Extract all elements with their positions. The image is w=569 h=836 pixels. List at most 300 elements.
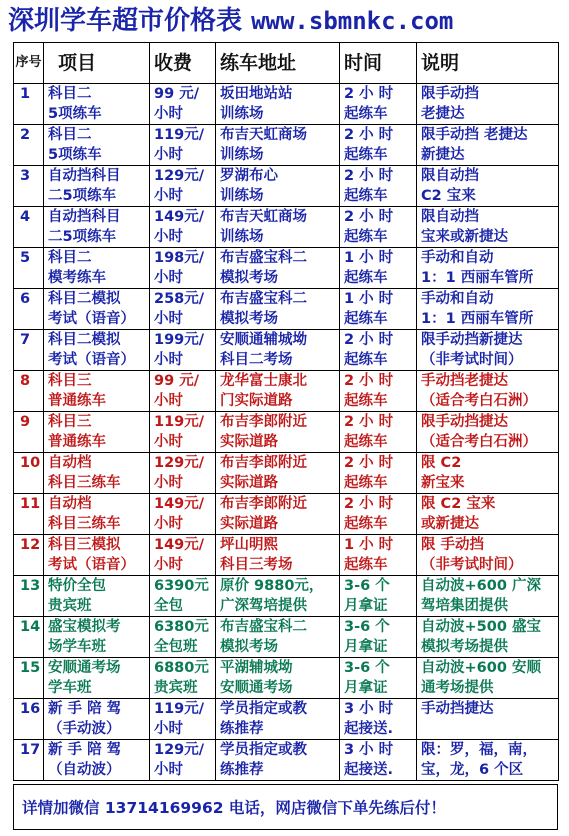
cell-item bbox=[44, 535, 150, 576]
cell-time-line: 起接送. bbox=[344, 762, 394, 778]
cell-place-line: 学员指定或教 bbox=[220, 701, 307, 717]
cell-place-line: 布吉天虹商场 bbox=[220, 127, 307, 143]
cell-place-line: 训练场 bbox=[220, 229, 264, 245]
cell-time bbox=[340, 289, 417, 330]
cell-note-line: 限自动挡 bbox=[421, 209, 479, 225]
cell-item bbox=[44, 371, 150, 412]
cell-place-line: 原价 9880元， bbox=[220, 578, 324, 594]
cell-note-line: 手动和自动 bbox=[421, 291, 494, 307]
table-row bbox=[14, 535, 559, 576]
cell-place-line: 模拟考场 bbox=[220, 270, 278, 286]
cell-note-line: 手动挡捷达 bbox=[421, 701, 494, 717]
cell-item bbox=[44, 289, 150, 330]
table-row bbox=[14, 125, 559, 166]
table-row bbox=[14, 371, 559, 412]
cell-time bbox=[340, 617, 417, 658]
cell-fee-line: 小时 bbox=[154, 393, 183, 409]
cell-note-line: 宝来或新捷达 bbox=[421, 229, 508, 245]
cell-time-line: 起练车 bbox=[344, 188, 388, 204]
table-row bbox=[14, 84, 559, 125]
cell-note-line bbox=[421, 719, 558, 739]
cell-time-line: 2 小 时 bbox=[344, 332, 394, 348]
table-row bbox=[14, 248, 559, 289]
cell-note bbox=[417, 371, 559, 412]
cell-item-line: 科目二 bbox=[48, 127, 92, 143]
cell-fee-line: 小时 bbox=[154, 188, 183, 204]
cell-note bbox=[417, 289, 559, 330]
row-number: 9 bbox=[14, 412, 44, 453]
cell-fee bbox=[150, 740, 216, 781]
page-title bbox=[8, 2, 563, 40]
cell-note-line: 或新捷达 bbox=[421, 516, 479, 532]
cell-time-line: 2 小 时 bbox=[344, 496, 394, 512]
row-number: 13 bbox=[14, 576, 44, 617]
cell-time-line: 3-6 个 bbox=[344, 660, 390, 676]
row-number: 4 bbox=[14, 207, 44, 248]
cell-place-line: 实际道路 bbox=[220, 434, 278, 450]
row-number: 14 bbox=[14, 617, 44, 658]
cell-item-line: 科目三练车 bbox=[48, 475, 121, 491]
cell-note-line: C2 宝来 bbox=[421, 188, 476, 204]
row-number: 12 bbox=[14, 535, 44, 576]
cell-item bbox=[44, 125, 150, 166]
cell-item-line: 考试（语音） bbox=[48, 557, 135, 573]
cell-note-line: 限手动挡捷达 bbox=[421, 414, 508, 430]
cell-place-line: 坪山明熙 bbox=[220, 537, 278, 553]
cell-time-line: 3 小 时 bbox=[344, 701, 394, 717]
cell-fee bbox=[150, 576, 216, 617]
row-number: 8 bbox=[14, 371, 44, 412]
cell-place-line: 训练场 bbox=[220, 147, 264, 163]
cell-place bbox=[216, 84, 340, 125]
cell-item bbox=[44, 248, 150, 289]
cell-place bbox=[216, 658, 340, 699]
cell-note-line: 手动挡老捷达 bbox=[421, 373, 508, 389]
cell-fee-line: 小时 bbox=[154, 762, 183, 778]
cell-item-line: 场学车班 bbox=[48, 639, 106, 655]
cell-time-line: 起练车 bbox=[344, 270, 388, 286]
cell-fee-line: 99 元/ bbox=[154, 373, 200, 389]
cell-time bbox=[340, 371, 417, 412]
cell-time-line: 起练车 bbox=[344, 311, 388, 327]
cell-place-line: 罗湖布心 bbox=[220, 168, 278, 184]
cell-time-line: 起练车 bbox=[344, 557, 388, 573]
cell-time-line: 2 小 时 bbox=[344, 168, 394, 184]
cell-time bbox=[340, 699, 417, 740]
row-number: 17 bbox=[14, 740, 44, 781]
row-number: 3 bbox=[14, 166, 44, 207]
cell-fee-line: 6880元 bbox=[154, 660, 209, 676]
cell-time-line: 1 小 时 bbox=[344, 537, 394, 553]
cell-note-line: 1：1 西丽车管所 bbox=[421, 311, 534, 327]
row-number: 5 bbox=[14, 248, 44, 289]
cell-item-line: 考试（语音） bbox=[48, 352, 135, 368]
cell-place bbox=[216, 494, 340, 535]
cell-place bbox=[216, 371, 340, 412]
cell-place bbox=[216, 289, 340, 330]
cell-note bbox=[417, 166, 559, 207]
cell-place-line: 广深驾培提供 bbox=[220, 598, 307, 614]
cell-time bbox=[340, 84, 417, 125]
cell-time-line: 月拿证 bbox=[344, 680, 388, 696]
cell-place-line: 布吉天虹商场 bbox=[220, 209, 307, 225]
cell-item-line: 5项练车 bbox=[48, 106, 102, 122]
cell-fee bbox=[150, 658, 216, 699]
cell-place-line: 训练场 bbox=[220, 106, 264, 122]
cell-note bbox=[417, 84, 559, 125]
cell-note bbox=[417, 207, 559, 248]
cell-note bbox=[417, 535, 559, 576]
row-number: 11 bbox=[14, 494, 44, 535]
cell-time bbox=[340, 740, 417, 781]
cell-item-line: （自动波） bbox=[48, 762, 121, 778]
table-row bbox=[14, 207, 559, 248]
cell-fee bbox=[150, 535, 216, 576]
header-no: 序号 bbox=[14, 43, 44, 84]
cell-place-line: 龙华富士康北 bbox=[220, 373, 307, 389]
cell-place bbox=[216, 740, 340, 781]
cell-fee-line: 198元/ bbox=[154, 250, 205, 266]
cell-time-line: 3 小 时 bbox=[344, 742, 394, 758]
row-number: 6 bbox=[14, 289, 44, 330]
cell-item-line: 科目三 bbox=[48, 373, 92, 389]
cell-time bbox=[340, 207, 417, 248]
cell-note-line: 新宝来 bbox=[421, 475, 465, 491]
cell-fee-line: 小时 bbox=[154, 270, 183, 286]
cell-note bbox=[417, 494, 559, 535]
cell-time-line: 起练车 bbox=[344, 516, 388, 532]
cell-fee-line: 149元/ bbox=[154, 209, 205, 225]
cell-place-line: 门实际道路 bbox=[220, 393, 293, 409]
cell-time-line: 1 小 时 bbox=[344, 250, 394, 266]
cell-note-line: 限 C2 bbox=[421, 455, 462, 471]
cell-time bbox=[340, 412, 417, 453]
cell-note-line: 限自动挡 bbox=[421, 168, 479, 184]
cell-note-line: 手动和自动 bbox=[421, 250, 494, 266]
row-number: 1 bbox=[14, 84, 44, 125]
cell-time bbox=[340, 453, 417, 494]
cell-time bbox=[340, 125, 417, 166]
cell-time-line: 2 小 时 bbox=[344, 86, 394, 102]
cell-time-line: 2 小 时 bbox=[344, 455, 394, 471]
cell-fee-line: 199元/ bbox=[154, 332, 205, 348]
cell-item-line: 普通练车 bbox=[48, 393, 106, 409]
header-place: 练车地址 bbox=[216, 43, 340, 84]
title-url[interactable]: www.sbmnkc.com bbox=[251, 7, 454, 35]
cell-note-line: （适合考白石洲） bbox=[421, 434, 537, 450]
cell-fee-line: 119元/ bbox=[154, 127, 205, 143]
cell-fee-line: 小时 bbox=[154, 434, 183, 450]
cell-fee-line: 119元/ bbox=[154, 701, 205, 717]
cell-fee-line: 小时 bbox=[154, 352, 183, 368]
cell-fee bbox=[150, 248, 216, 289]
row-number: 16 bbox=[14, 699, 44, 740]
cell-time-line: 起练车 bbox=[344, 434, 388, 450]
cell-fee-line: 小时 bbox=[154, 229, 183, 245]
cell-note-line: 限 手动挡 bbox=[421, 537, 485, 553]
cell-time-line: 起接送. bbox=[344, 721, 394, 737]
cell-fee-line: 全包班 bbox=[154, 639, 198, 655]
cell-note bbox=[417, 125, 559, 166]
cell-time bbox=[340, 535, 417, 576]
cell-item-line: 自动挡科目 bbox=[48, 168, 121, 184]
table-header-row bbox=[14, 43, 559, 84]
row-number: 7 bbox=[14, 330, 44, 371]
cell-time-line: 起练车 bbox=[344, 229, 388, 245]
cell-time-line: 起练车 bbox=[344, 352, 388, 368]
cell-place bbox=[216, 166, 340, 207]
cell-place-line: 实际道路 bbox=[220, 475, 278, 491]
cell-item-line: 科目二 bbox=[48, 250, 92, 266]
cell-note-line: 通考场提供 bbox=[421, 680, 494, 696]
table-row bbox=[14, 289, 559, 330]
cell-place-line: 布吉盛宝科二 bbox=[220, 619, 307, 635]
cell-item-line: 盛宝模拟考 bbox=[48, 619, 121, 635]
cell-item-line: （手动波） bbox=[48, 721, 121, 737]
cell-note-line: 1：1 西丽车管所 bbox=[421, 270, 534, 286]
cell-item bbox=[44, 740, 150, 781]
cell-note-line: 限：罗，福，南， bbox=[421, 742, 537, 758]
cell-item-line: 考试（语音） bbox=[48, 311, 135, 327]
table-row bbox=[14, 330, 559, 371]
cell-item bbox=[44, 617, 150, 658]
cell-fee-line: 99 元/ bbox=[154, 86, 200, 102]
cell-fee-line: 小时 bbox=[154, 475, 183, 491]
cell-place bbox=[216, 576, 340, 617]
cell-note bbox=[417, 617, 559, 658]
cell-note-line: 模拟考场提供 bbox=[421, 639, 508, 655]
cell-item-line: 科目三练车 bbox=[48, 516, 121, 532]
table-row bbox=[14, 576, 559, 617]
cell-fee bbox=[150, 617, 216, 658]
cell-item bbox=[44, 412, 150, 453]
cell-fee-line: 全包 bbox=[154, 598, 183, 614]
cell-fee-line: 6390元 bbox=[154, 578, 209, 594]
cell-item bbox=[44, 453, 150, 494]
cell-item bbox=[44, 84, 150, 125]
cell-time-line: 1 小 时 bbox=[344, 291, 394, 307]
cell-note-line: （适合考白石洲） bbox=[421, 393, 537, 409]
row-number: 15 bbox=[14, 658, 44, 699]
cell-item-line: 科目二 bbox=[48, 86, 92, 102]
cell-place bbox=[216, 617, 340, 658]
cell-fee bbox=[150, 494, 216, 535]
cell-fee-line: 小时 bbox=[154, 106, 183, 122]
table-row bbox=[14, 166, 559, 207]
cell-time-line: 3-6 个 bbox=[344, 619, 390, 635]
cell-time-line: 起练车 bbox=[344, 106, 388, 122]
cell-fee bbox=[150, 84, 216, 125]
cell-item-line: 自动档 bbox=[48, 455, 92, 471]
row-number: 2 bbox=[14, 125, 44, 166]
cell-place bbox=[216, 699, 340, 740]
cell-fee-line: 119元/ bbox=[154, 414, 205, 430]
table-body bbox=[14, 84, 559, 781]
cell-place-line: 布吉李郎附近 bbox=[220, 455, 307, 471]
cell-note bbox=[417, 576, 559, 617]
cell-place bbox=[216, 330, 340, 371]
cell-note-line: 新捷达 bbox=[421, 147, 465, 163]
cell-time-line: 起练车 bbox=[344, 147, 388, 163]
table-row bbox=[14, 740, 559, 781]
cell-item-line: 新 手 陪 驾 bbox=[48, 742, 122, 758]
cell-place-line: 训练场 bbox=[220, 188, 264, 204]
header-fee: 收费 bbox=[150, 43, 216, 84]
cell-time-line: 2 小 时 bbox=[344, 209, 394, 225]
cell-fee-line: 小时 bbox=[154, 557, 183, 573]
table-row bbox=[14, 453, 559, 494]
cell-item-line: 特价全包 bbox=[48, 578, 106, 594]
cell-fee-line: 129元/ bbox=[154, 168, 205, 184]
cell-item-line: 自动档 bbox=[48, 496, 92, 512]
cell-note-line: 限手动挡 老捷达 bbox=[421, 127, 528, 143]
cell-item bbox=[44, 699, 150, 740]
cell-place-line: 布吉盛宝科二 bbox=[220, 250, 307, 266]
cell-fee-line: 129元/ bbox=[154, 742, 205, 758]
cell-place bbox=[216, 535, 340, 576]
cell-place bbox=[216, 412, 340, 453]
cell-item-line: 安顺通考场 bbox=[48, 660, 121, 676]
cell-time-line: 3-6 个 bbox=[344, 578, 390, 594]
cell-item-line: 普通练车 bbox=[48, 434, 106, 450]
cell-note-line: 驾培集团提供 bbox=[421, 598, 508, 614]
cell-note bbox=[417, 740, 559, 781]
cell-fee bbox=[150, 453, 216, 494]
cell-place-line: 练推荐 bbox=[220, 762, 264, 778]
cell-fee-line: 贵宾班 bbox=[154, 680, 198, 696]
cell-item bbox=[44, 330, 150, 371]
cell-note-line: 老捷达 bbox=[421, 106, 465, 122]
cell-item-line: 5项练车 bbox=[48, 147, 102, 163]
cell-place bbox=[216, 125, 340, 166]
cell-note-line: 自动波+600 安顺 bbox=[421, 660, 541, 676]
cell-item bbox=[44, 207, 150, 248]
cell-time-line: 2 小 时 bbox=[344, 414, 394, 430]
cell-note-line: 限手动挡新捷达 bbox=[421, 332, 523, 348]
cell-note bbox=[417, 453, 559, 494]
cell-note bbox=[417, 658, 559, 699]
table-row bbox=[14, 699, 559, 740]
table-row bbox=[14, 412, 559, 453]
cell-place-line: 安顺通辅城坳 bbox=[220, 332, 307, 348]
cell-time bbox=[340, 494, 417, 535]
cell-time-line: 月拿证 bbox=[344, 639, 388, 655]
cell-time-line: 起练车 bbox=[344, 475, 388, 491]
cell-fee-line: 149元/ bbox=[154, 537, 205, 553]
cell-time-line: 起练车 bbox=[344, 393, 388, 409]
cell-fee-line: 小时 bbox=[154, 147, 183, 163]
cell-time-line: 2 小 时 bbox=[344, 373, 394, 389]
cell-time-line: 月拿证 bbox=[344, 598, 388, 614]
cell-item bbox=[44, 166, 150, 207]
cell-time-line: 2 小 时 bbox=[344, 127, 394, 143]
cell-fee bbox=[150, 166, 216, 207]
cell-item-line: 科目二模拟 bbox=[48, 332, 121, 348]
table-row bbox=[14, 494, 559, 535]
cell-time bbox=[340, 576, 417, 617]
row-number: 10 bbox=[14, 453, 44, 494]
cell-place-line: 实际道路 bbox=[220, 516, 278, 532]
cell-fee bbox=[150, 207, 216, 248]
table-row bbox=[14, 617, 559, 658]
cell-item-line: 自动挡科目 bbox=[48, 209, 121, 225]
cell-fee-line: 小时 bbox=[154, 516, 183, 532]
cell-item bbox=[44, 658, 150, 699]
cell-fee-line: 258元/ bbox=[154, 291, 205, 307]
cell-time bbox=[340, 166, 417, 207]
cell-note-line: 自动波+500 盛宝 bbox=[421, 619, 541, 635]
cell-note bbox=[417, 248, 559, 289]
cell-fee bbox=[150, 289, 216, 330]
cell-item bbox=[44, 494, 150, 535]
price-table bbox=[13, 42, 559, 781]
footer-contact: 详情加微信 13714169962 电话，网店微信下单先练后付！ bbox=[13, 784, 558, 830]
cell-note bbox=[417, 699, 559, 740]
cell-place-line: 平湖辅城坳 bbox=[220, 660, 293, 676]
cell-note-line: 宝，龙，6 个区 bbox=[421, 762, 524, 778]
cell-place-line: 布吉李郎附近 bbox=[220, 414, 307, 430]
cell-place-line: 布吉盛宝科二 bbox=[220, 291, 307, 307]
cell-note bbox=[417, 330, 559, 371]
cell-place-line: 练推荐 bbox=[220, 721, 264, 737]
cell-item-line: 模考练车 bbox=[48, 270, 106, 286]
cell-note-line: （非考试时间） bbox=[421, 557, 523, 573]
header-time: 时间 bbox=[340, 43, 417, 84]
cell-place-line: 科目二考场 bbox=[220, 352, 293, 368]
cell-place-line: 坂田地站站 bbox=[220, 86, 293, 102]
cell-note-line: 自动波+600 广深 bbox=[421, 578, 541, 594]
cell-place-line: 科目三考场 bbox=[220, 557, 293, 573]
cell-note-line: （非考试时间） bbox=[421, 352, 523, 368]
cell-place-line: 模拟考场 bbox=[220, 639, 278, 655]
cell-note-line: 限 C2 宝来 bbox=[421, 496, 496, 512]
cell-fee-line: 6380元 bbox=[154, 619, 209, 635]
cell-place bbox=[216, 248, 340, 289]
cell-place bbox=[216, 453, 340, 494]
cell-fee-line: 小时 bbox=[154, 721, 183, 737]
cell-item-line: 学车班 bbox=[48, 680, 92, 696]
cell-item bbox=[44, 576, 150, 617]
cell-fee bbox=[150, 125, 216, 166]
header-item: 项目 bbox=[44, 43, 150, 84]
cell-item-line: 贵宾班 bbox=[48, 598, 92, 614]
cell-item-line: 科目三模拟 bbox=[48, 537, 121, 553]
header-note: 说明 bbox=[417, 43, 559, 84]
cell-fee bbox=[150, 330, 216, 371]
cell-time bbox=[340, 248, 417, 289]
cell-place-line: 布吉李郎附近 bbox=[220, 496, 307, 512]
cell-note bbox=[417, 412, 559, 453]
cell-place bbox=[216, 207, 340, 248]
cell-item-line: 二5项练车 bbox=[48, 188, 117, 204]
cell-item-line: 科目三 bbox=[48, 414, 92, 430]
cell-place-line: 安顺通考场 bbox=[220, 680, 293, 696]
cell-fee-line: 小时 bbox=[154, 311, 183, 327]
cell-fee bbox=[150, 699, 216, 740]
cell-fee bbox=[150, 371, 216, 412]
cell-fee bbox=[150, 412, 216, 453]
cell-item-line: 二5项练车 bbox=[48, 229, 117, 245]
cell-item-line: 新 手 陪 驾 bbox=[48, 701, 122, 717]
cell-place-line: 模拟考场 bbox=[220, 311, 278, 327]
title-text: 深圳学车超市价格表 bbox=[8, 6, 243, 36]
cell-fee-line: 129元/ bbox=[154, 455, 205, 471]
cell-time bbox=[340, 658, 417, 699]
cell-time bbox=[340, 330, 417, 371]
cell-note-line: 限手动挡 bbox=[421, 86, 479, 102]
cell-fee-line: 149元/ bbox=[154, 496, 205, 512]
cell-place-line: 学员指定或教 bbox=[220, 742, 307, 758]
